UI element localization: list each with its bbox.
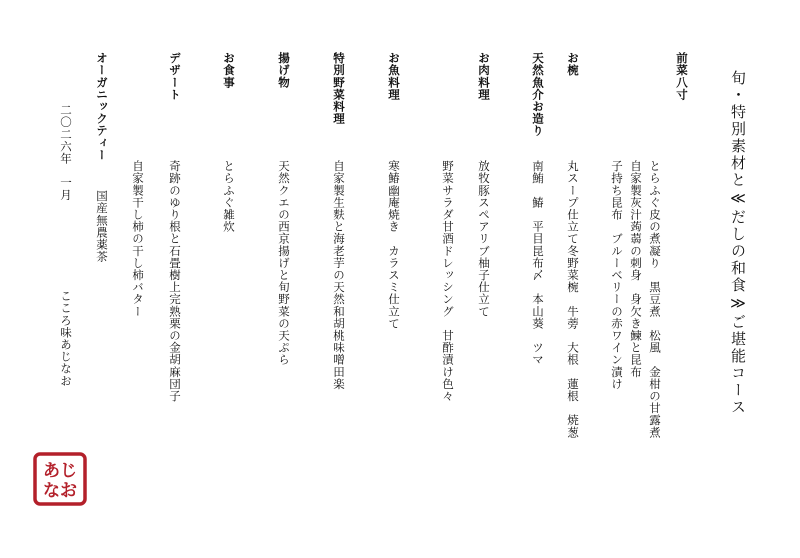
course-heading-oniku: お肉料理 [477, 52, 491, 101]
course-line-oniku-2: 野菜サラダ甘酒ドレッシング 甘酢漬け色々 [441, 160, 455, 402]
course-line-agemono-1: 天然クエの西京揚げと旬野菜の天ぷら [277, 160, 291, 366]
restaurant-seal-stamp [33, 452, 87, 506]
course-line-osakana-1: 寒鰆幽庵焼き カラスミ仕立て [387, 160, 401, 330]
course-line-oshokuji-1: とらふぐ雑炊 [222, 160, 236, 233]
course-heading-tea: オーガニックティー [95, 52, 109, 161]
menu-date: 二〇二六年 一月 [59, 104, 73, 201]
course-heading-otsukuri: 天然魚介お造り [531, 52, 545, 137]
course-heading-dessert: デザート [168, 52, 182, 101]
course-heading-owan: お椀 [566, 52, 580, 77]
svg-text:なお: なお [43, 481, 77, 501]
course-heading-yasai: 特別野菜料理 [332, 52, 346, 125]
course-line-otsukuri-1: 南鮪 鰆 平目昆布〆 本山葵 ツマ [531, 160, 545, 366]
course-heading-osakana: お魚料理 [387, 52, 401, 101]
course-heading-agemono: 揚げ物 [277, 52, 291, 89]
course-line-dessert-1: 奇跡のゆり根と石畳樹上完熟栗の金胡麻団子 [168, 160, 182, 402]
menu-title: 旬・特別素材と≪だしの和食≫ご堪能コース [729, 70, 747, 416]
course-line-yasai-1: 自家製生麩と海老芋の天然和胡桃味噌田楽 [332, 160, 346, 390]
restaurant-signature: こころ味あじなお [59, 290, 73, 387]
course-line-zensai-2: 自家製灰汁蒟蒻の刺身 身欠き鰊と昆布 [629, 160, 643, 378]
course-heading-zensai: 前菜八寸 [675, 52, 689, 101]
svg-text:あじ: あじ [43, 461, 77, 481]
course-line-zensai-3: 子持ち昆布 ブルーベリーの赤ワイン漬け [610, 160, 624, 390]
course-line-dessert-2: 自家製干し柿の干し柿バター [131, 160, 145, 318]
course-heading-oshokuji: お食事 [222, 52, 236, 89]
course-line-owan-1: 丸スープ仕立て冬野菜椀 牛蒡 大根 蓮根 焼葱 [566, 160, 580, 439]
course-line-oniku-1: 放牧豚スペアリブ柚子仕立て [477, 160, 491, 318]
course-line-tea-1: 国産無農薬茶 [95, 190, 109, 263]
course-line-zensai-1: とらふぐ皮の煮凝り 黒豆煮 松風 金柑の甘露煮 [648, 160, 662, 439]
